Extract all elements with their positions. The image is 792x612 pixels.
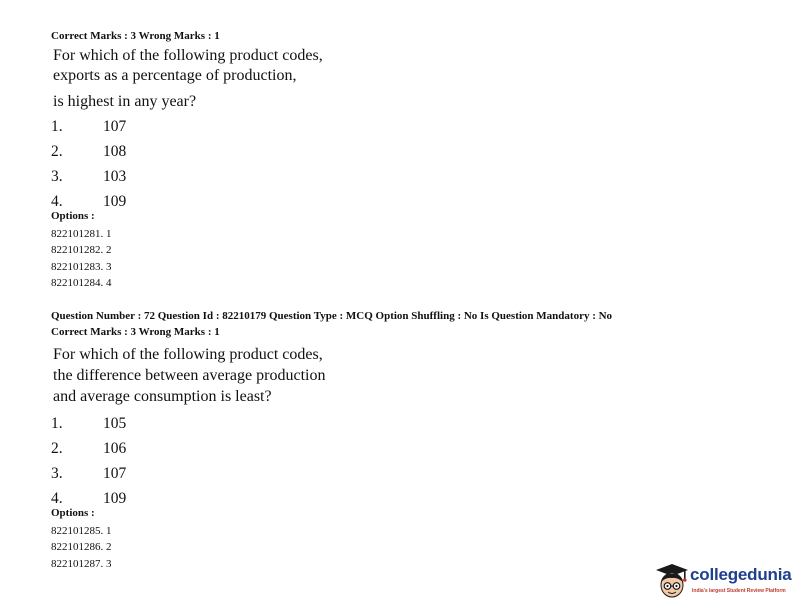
q2-choice-number: 1. [51, 415, 63, 432]
q1-option-id: 822101283. 3 [51, 261, 112, 273]
q1-choice-number: 3. [51, 168, 63, 185]
q1-question-line: is highest in any year? [53, 93, 197, 110]
q2-choice-value: 107 [103, 465, 127, 482]
q1-choice-value: 109 [103, 193, 127, 210]
q2-question-line: For which of the following product codes, [53, 346, 323, 363]
q1-options-label: Options : [51, 210, 95, 222]
q1-question-line: exports as a percentage of production, [53, 67, 297, 84]
q2-option-id: 822101285. 1 [51, 525, 112, 537]
q2-option-id: 822101286. 2 [51, 541, 112, 553]
q2-options-label: Options : [51, 507, 95, 519]
logo-tagline: India's largest Student Review Platform [692, 588, 786, 594]
q1-choice-value: 103 [103, 168, 127, 185]
q2-header: Question Number : 72 Question Id : 82210179 Question Type : MCQ Option Shuffling : No Is Question Mandatory : No [51, 310, 613, 322]
q1-question-line: For which of the following product codes, [53, 47, 323, 64]
q2-marks: Correct Marks : 3 Wrong Marks : 1 [51, 326, 220, 338]
q2-question-line: and average consumption is least? [53, 388, 272, 405]
q1-choice-number: 4. [51, 193, 63, 210]
mascot-icon [655, 562, 689, 602]
q2-choice-number: 2. [51, 440, 63, 457]
q2-choice-value: 106 [103, 440, 127, 457]
collegedunia-logo [655, 562, 792, 604]
q2-choice-number: 3. [51, 465, 63, 482]
q2-question-line: the difference between average production [53, 367, 326, 384]
q1-choice-value: 107 [103, 118, 127, 135]
q2-option-id: 822101287. 3 [51, 558, 112, 570]
q1-option-id: 822101281. 1 [51, 228, 112, 240]
q1-choice-value: 108 [103, 143, 127, 160]
logo-wordmark: collegedunia [690, 565, 792, 584]
q1-choice-number: 1. [51, 118, 63, 135]
q1-option-id: 822101284. 4 [51, 277, 112, 289]
q2-choice-number: 4. [51, 490, 63, 507]
q1-option-id: 822101282. 2 [51, 244, 112, 256]
q1-choice-number: 2. [51, 143, 63, 160]
q2-choice-value: 109 [103, 490, 127, 507]
q2-choice-value: 105 [103, 415, 127, 432]
q1-marks: Correct Marks : 3 Wrong Marks : 1 [51, 30, 220, 42]
